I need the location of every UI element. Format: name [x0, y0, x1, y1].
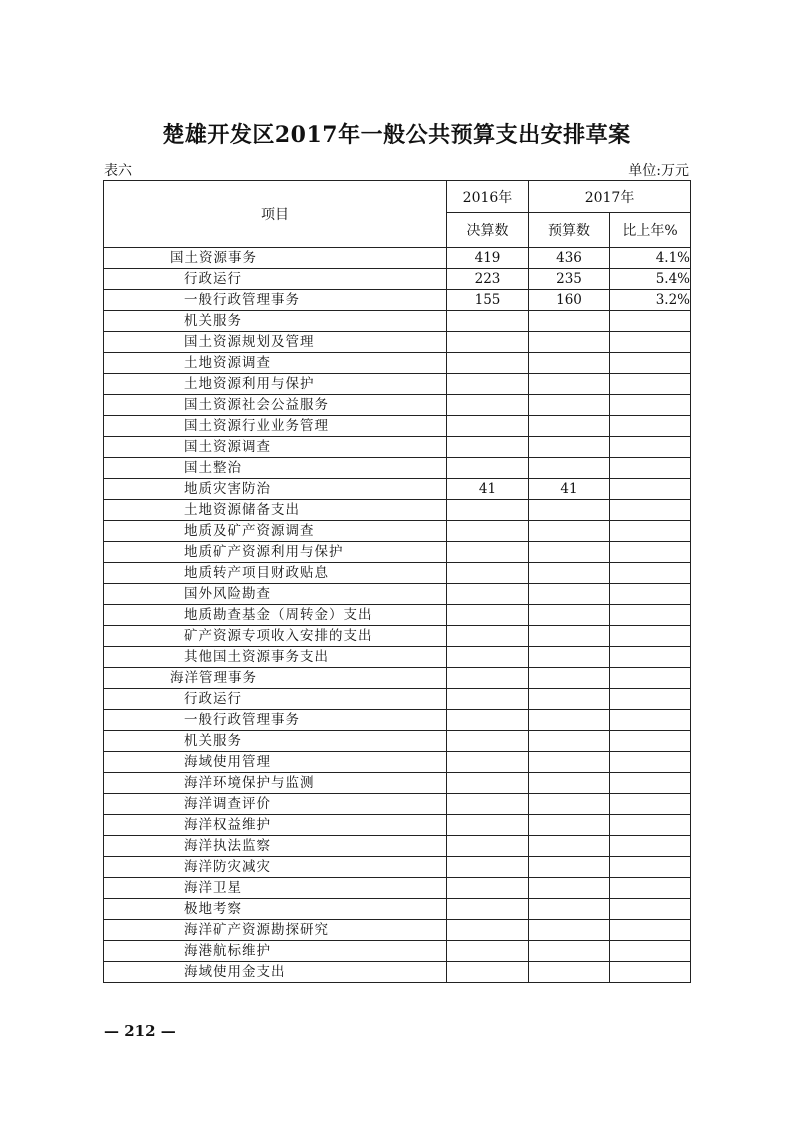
row-change-pct: [610, 437, 691, 458]
row-budget-2017: [529, 668, 610, 689]
header-budget: 预算数: [529, 213, 610, 248]
row-change-pct: [610, 605, 691, 626]
row-change-pct: [610, 647, 691, 668]
row-item-name: 地质矿产资源利用与保护: [104, 542, 447, 563]
table-row: [104, 584, 691, 605]
row-change-pct: [610, 479, 691, 500]
row-item-name: 地质及矿产资源调查: [104, 521, 447, 542]
row-change-pct: [610, 836, 691, 857]
row-final-2016: [447, 689, 529, 710]
row-change-pct: [610, 857, 691, 878]
row-final-2016: [447, 605, 529, 626]
table-row: [104, 416, 691, 437]
row-change-pct: [610, 794, 691, 815]
row-budget-2017: [529, 815, 610, 836]
row-final-2016: [447, 836, 529, 857]
row-change-pct: [610, 458, 691, 479]
table-row: [104, 605, 691, 626]
row-budget-2017: [529, 311, 610, 332]
row-item-name: 极地考察: [104, 899, 447, 920]
row-final-2016: [447, 395, 529, 416]
table-row: [104, 248, 691, 269]
page-number: — 212 —: [104, 1022, 176, 1040]
row-change-pct: [610, 374, 691, 395]
row-budget-2017: 41: [529, 479, 610, 500]
row-final-2016: 41: [447, 479, 529, 500]
table-row: [104, 353, 691, 374]
row-budget-2017: [529, 941, 610, 962]
row-final-2016: [447, 353, 529, 374]
row-final-2016: [447, 941, 529, 962]
row-item-name: 海洋调查评价: [104, 794, 447, 815]
row-change-pct: [610, 962, 691, 983]
table-row: [104, 878, 691, 899]
row-item-name: 国土资源社会公益服务: [104, 395, 447, 416]
row-change-pct: [610, 878, 691, 899]
row-final-2016: [447, 773, 529, 794]
row-budget-2017: [529, 647, 610, 668]
table-body: [104, 248, 691, 983]
table-row: [104, 689, 691, 710]
row-budget-2017: [529, 563, 610, 584]
row-change-pct: [610, 332, 691, 353]
table-row: [104, 437, 691, 458]
unit-label: 单位:万元: [628, 163, 689, 179]
row-final-2016: 223: [447, 269, 529, 290]
row-budget-2017: [529, 962, 610, 983]
row-final-2016: [447, 752, 529, 773]
row-item-name: 海洋权益维护: [104, 815, 447, 836]
row-item-name: 国土资源调查: [104, 437, 447, 458]
row-budget-2017: [529, 752, 610, 773]
row-budget-2017: [529, 920, 610, 941]
row-budget-2017: [529, 437, 610, 458]
row-budget-2017: [529, 395, 610, 416]
row-change-pct: [610, 689, 691, 710]
row-final-2016: 155: [447, 290, 529, 311]
table-row: [104, 647, 691, 668]
row-item-name: 行政运行: [104, 689, 447, 710]
row-final-2016: 419: [447, 248, 529, 269]
row-budget-2017: [529, 857, 610, 878]
row-final-2016: [447, 563, 529, 584]
row-item-name: 机关服务: [104, 311, 447, 332]
table-row: [104, 899, 691, 920]
row-budget-2017: 235: [529, 269, 610, 290]
row-final-2016: [447, 920, 529, 941]
row-final-2016: [447, 332, 529, 353]
table-row: [104, 374, 691, 395]
row-change-pct: [610, 311, 691, 332]
row-change-pct: [610, 416, 691, 437]
row-item-name: 海域使用管理: [104, 752, 447, 773]
header-final-accounts: 决算数: [447, 213, 529, 248]
row-change-pct: [610, 710, 691, 731]
row-change-pct: 3.2%: [610, 290, 691, 311]
row-budget-2017: [529, 689, 610, 710]
row-item-name: 行政运行: [104, 269, 447, 290]
row-final-2016: [447, 710, 529, 731]
table-row: [104, 752, 691, 773]
header-yoy-pct: 比上年%: [610, 213, 691, 248]
row-item-name: 国土整治: [104, 458, 447, 479]
row-change-pct: [610, 353, 691, 374]
table-row: [104, 290, 691, 311]
row-change-pct: [610, 899, 691, 920]
row-final-2016: [447, 878, 529, 899]
row-item-name: 其他国土资源事务支出: [104, 647, 447, 668]
row-item-name: 国土资源行业业务管理: [104, 416, 447, 437]
row-budget-2017: [529, 500, 610, 521]
row-final-2016: [447, 437, 529, 458]
row-item-name: 海洋执法监察: [104, 836, 447, 857]
row-item-name: 海洋卫星: [104, 878, 447, 899]
row-budget-2017: [529, 626, 610, 647]
row-final-2016: [447, 731, 529, 752]
row-budget-2017: [529, 521, 610, 542]
row-final-2016: [447, 815, 529, 836]
table-row: [104, 920, 691, 941]
row-change-pct: [610, 941, 691, 962]
table-row: [104, 836, 691, 857]
table-row: [104, 962, 691, 983]
row-final-2016: [447, 647, 529, 668]
row-final-2016: [447, 794, 529, 815]
row-budget-2017: [529, 542, 610, 563]
row-final-2016: [447, 416, 529, 437]
table-row: [104, 542, 691, 563]
table-row: [104, 269, 691, 290]
row-budget-2017: [529, 836, 610, 857]
row-item-name: 国土资源事务: [104, 248, 447, 269]
row-budget-2017: [529, 353, 610, 374]
row-change-pct: [610, 731, 691, 752]
row-item-name: 土地资源调查: [104, 353, 447, 374]
row-change-pct: [610, 920, 691, 941]
row-item-name: 海域使用金支出: [104, 962, 447, 983]
row-change-pct: 5.4%: [610, 269, 691, 290]
table-row: [104, 668, 691, 689]
table-row: [104, 332, 691, 353]
row-item-name: 土地资源利用与保护: [104, 374, 447, 395]
row-change-pct: [610, 521, 691, 542]
document-title: 楚雄开发区2017年一般公共预算支出安排草案: [162, 122, 631, 148]
table-row: [104, 857, 691, 878]
row-final-2016: [447, 521, 529, 542]
row-final-2016: [447, 857, 529, 878]
header-item: 项目: [104, 181, 447, 248]
row-change-pct: [610, 668, 691, 689]
row-final-2016: [447, 311, 529, 332]
budget-table: [103, 180, 691, 983]
row-final-2016: [447, 374, 529, 395]
row-item-name: 地质灾害防治: [104, 479, 447, 500]
row-budget-2017: [529, 416, 610, 437]
table-row: [104, 815, 691, 836]
header-year-2017: 2017年: [529, 181, 691, 213]
table-row: [104, 773, 691, 794]
row-item-name: 国外风险勘查: [104, 584, 447, 605]
table-row: [104, 500, 691, 521]
row-change-pct: [610, 542, 691, 563]
row-change-pct: [610, 584, 691, 605]
row-item-name: 矿产资源专项收入安排的支出: [104, 626, 447, 647]
row-final-2016: [447, 668, 529, 689]
row-budget-2017: [529, 794, 610, 815]
row-item-name: 海港航标维护: [104, 941, 447, 962]
row-budget-2017: [529, 332, 610, 353]
row-final-2016: [447, 626, 529, 647]
table-row: [104, 731, 691, 752]
row-item-name: 一般行政管理事务: [104, 710, 447, 731]
row-budget-2017: [529, 458, 610, 479]
row-budget-2017: [529, 710, 610, 731]
row-item-name: 国土资源规划及管理: [104, 332, 447, 353]
table-label: 表六: [104, 163, 132, 179]
row-budget-2017: [529, 731, 610, 752]
row-budget-2017: [529, 773, 610, 794]
row-item-name: 土地资源储备支出: [104, 500, 447, 521]
row-budget-2017: [529, 374, 610, 395]
row-item-name: 一般行政管理事务: [104, 290, 447, 311]
table-row: [104, 794, 691, 815]
row-final-2016: [447, 500, 529, 521]
row-budget-2017: [529, 878, 610, 899]
table-row: [104, 311, 691, 332]
row-change-pct: [610, 563, 691, 584]
table-row: [104, 626, 691, 647]
row-item-name: 地质转产项目财政贴息: [104, 563, 447, 584]
row-final-2016: [447, 962, 529, 983]
row-item-name: 海洋防灾减灾: [104, 857, 447, 878]
table-row: [104, 710, 691, 731]
row-change-pct: [610, 815, 691, 836]
table-row: [104, 941, 691, 962]
row-final-2016: [447, 899, 529, 920]
row-change-pct: 4.1%: [610, 248, 691, 269]
table-row: [104, 563, 691, 584]
row-final-2016: [447, 458, 529, 479]
table-row: [104, 395, 691, 416]
table-row: [104, 479, 691, 500]
row-item-name: 机关服务: [104, 731, 447, 752]
table-row: [104, 458, 691, 479]
row-item-name: 地质勘查基金（周转金）支出: [104, 605, 447, 626]
row-budget-2017: [529, 584, 610, 605]
row-change-pct: [610, 395, 691, 416]
header-year-2016: 2016年: [447, 181, 529, 213]
table-row: [104, 521, 691, 542]
row-budget-2017: [529, 899, 610, 920]
row-change-pct: [610, 626, 691, 647]
row-item-name: 海洋管理事务: [104, 668, 447, 689]
row-change-pct: [610, 500, 691, 521]
row-item-name: 海洋矿产资源勘探研究: [104, 920, 447, 941]
row-item-name: 海洋环境保护与监测: [104, 773, 447, 794]
row-change-pct: [610, 752, 691, 773]
row-budget-2017: [529, 605, 610, 626]
row-budget-2017: 160: [529, 290, 610, 311]
row-budget-2017: 436: [529, 248, 610, 269]
row-final-2016: [447, 542, 529, 563]
row-final-2016: [447, 584, 529, 605]
row-change-pct: [610, 773, 691, 794]
